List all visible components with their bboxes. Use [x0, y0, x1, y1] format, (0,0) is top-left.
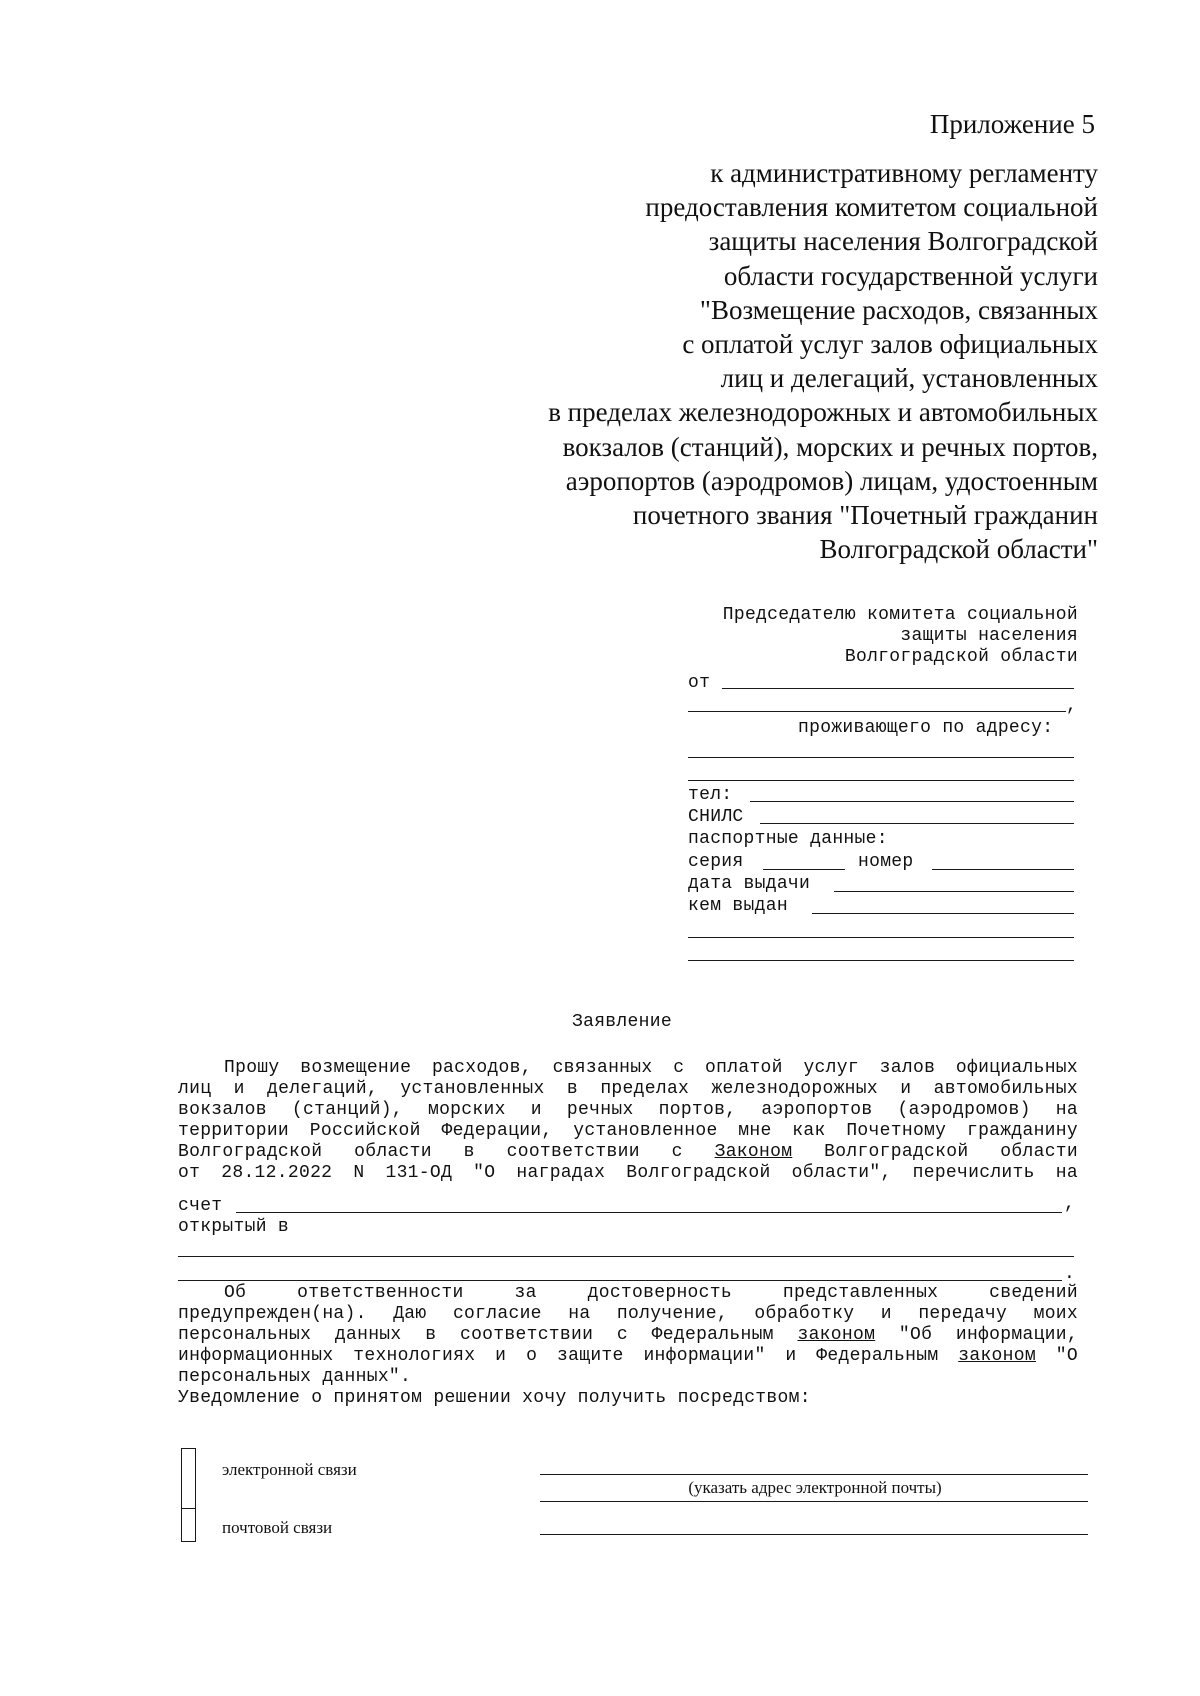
addressee-block: [688, 605, 1078, 668]
issued-by-field-2[interactable]: [688, 937, 1074, 938]
snils-field[interactable]: [760, 823, 1074, 824]
snils-label: СНИЛС: [688, 807, 744, 827]
addressee-line: Председателю комитета социальной: [722, 605, 1078, 625]
law-link[interactable]: Законом: [714, 1142, 793, 1162]
paragraph-line: [178, 1346, 1078, 1367]
addressee-line: Волгоградской области: [844, 647, 1078, 667]
law-link[interactable]: законом: [797, 1325, 876, 1345]
postal-checkbox[interactable]: [181, 1508, 196, 1542]
regulation-line: области государственной услуги: [723, 260, 1098, 291]
regulation-line: почетного звания "Почетный гражданин: [632, 500, 1098, 531]
text-fragment: Волгоградской области: [792, 1142, 1078, 1162]
number-field[interactable]: [932, 869, 1074, 870]
account-label: счет: [178, 1196, 223, 1216]
paragraph-line: [178, 1142, 1078, 1163]
paragraph-line: [178, 1325, 1078, 1346]
series-label: серия: [688, 852, 744, 872]
electronic-option-label: электронной связи: [222, 1460, 357, 1479]
issue-date-field[interactable]: [834, 891, 1074, 892]
series-field[interactable]: [763, 869, 845, 870]
issue-date-label: дата выдачи: [688, 874, 811, 894]
paragraph-line: Уведомление о принятом решении хочу получить посредством:: [178, 1388, 811, 1408]
text-fragment: персональных данных в соответствии с Федеральным: [178, 1325, 798, 1345]
phone-label: тел:: [688, 785, 733, 805]
issued-by-field-3[interactable]: [688, 960, 1074, 961]
opened-in-label: открытый в: [178, 1217, 290, 1237]
regulation-line: Волгоградской области": [819, 534, 1098, 565]
paragraph-line: Об ответственности за достоверность представленных сведений: [224, 1283, 1078, 1303]
text-fragment: информационных технологиях и о защите информации" и Федеральным: [178, 1346, 959, 1366]
address-field-2[interactable]: [688, 780, 1074, 781]
account-field[interactable]: [236, 1212, 1062, 1213]
from-label: от: [688, 673, 711, 693]
phone-field[interactable]: [750, 801, 1074, 802]
issued-by-field[interactable]: [812, 913, 1074, 914]
comma-mark: ,: [1066, 696, 1078, 716]
comma-mark: ,: [1064, 1194, 1076, 1214]
regulation-line: с оплатой услуг залов официальных: [682, 329, 1098, 360]
addressee-line: защиты населения: [900, 626, 1078, 646]
paragraph-line: территории Российской Федерации, установленное мне как Почетному гражданину: [178, 1121, 1078, 1141]
from-name-field-2[interactable]: [688, 711, 1066, 712]
regulation-reference: [458, 156, 1098, 566]
paragraph-line: предупрежден(на). Даю согласие на получение, обработку и передачу моих: [178, 1304, 1078, 1324]
regulation-line: предоставления комитетом социальной: [645, 192, 1098, 223]
passport-label: паспортные данные:: [688, 829, 888, 849]
period-mark: .: [1064, 1264, 1076, 1284]
application-body: [178, 1058, 1078, 1184]
text-fragment: "Об информации,: [875, 1325, 1078, 1345]
electronic-checkbox[interactable]: [181, 1448, 196, 1510]
number-label: номер: [858, 852, 914, 872]
text-fragment: Волгоградской области в соответствии с: [178, 1142, 715, 1162]
text-fragment: "О: [1035, 1346, 1078, 1366]
regulation-line: в пределах железнодорожных и автомобильных: [548, 397, 1098, 428]
paragraph-line: Прошу возмещение расходов, связанных с оплатой услуг залов официальных: [224, 1058, 1078, 1078]
regulation-line: аэропортов (аэродромов) лицам, удостоенным: [565, 465, 1098, 496]
regulation-line: лиц и делегаций, установленных: [720, 363, 1098, 394]
paragraph-line: лиц и делегаций, установленных в пределах железнодорожных и автомобильных: [178, 1079, 1078, 1099]
issued-by-label: кем выдан: [688, 896, 788, 916]
regulation-line: вокзалов (станций), морских и речных портов,: [562, 431, 1098, 462]
regulation-line: "Возмещение расходов, связанных: [699, 294, 1098, 325]
consent-paragraph: [178, 1283, 1078, 1409]
residing-label: проживающего по адресу:: [798, 718, 1054, 738]
appendix-title: Приложение 5: [929, 109, 1095, 139]
law-link[interactable]: законом: [958, 1346, 1036, 1366]
postal-option-label: почтовой связи: [222, 1518, 333, 1537]
bank-field-2[interactable]: [178, 1280, 1062, 1281]
regulation-line: к административному регламенту: [710, 158, 1098, 188]
from-name-field[interactable]: [722, 688, 1074, 689]
regulation-line: защиты населения Волгоградской: [708, 226, 1098, 257]
postal-address-field[interactable]: [540, 1534, 1088, 1535]
paragraph-line: от 28.12.2022 N 131-ОД "О наградах Волгоградской области", перечислить на: [178, 1163, 1078, 1183]
paragraph-line: вокзалов (станций), морских и речных портов, аэропортов (аэродромов) на: [178, 1100, 1078, 1120]
application-title: Заявление: [572, 1012, 672, 1032]
paragraph-line: персональных данных".: [178, 1367, 412, 1387]
email-field-2[interactable]: [540, 1501, 1088, 1502]
bank-field[interactable]: [178, 1256, 1074, 1257]
address-field[interactable]: [688, 757, 1074, 758]
email-field[interactable]: [540, 1474, 1088, 1475]
email-hint: (указать адрес электронной почты): [688, 1478, 942, 1497]
